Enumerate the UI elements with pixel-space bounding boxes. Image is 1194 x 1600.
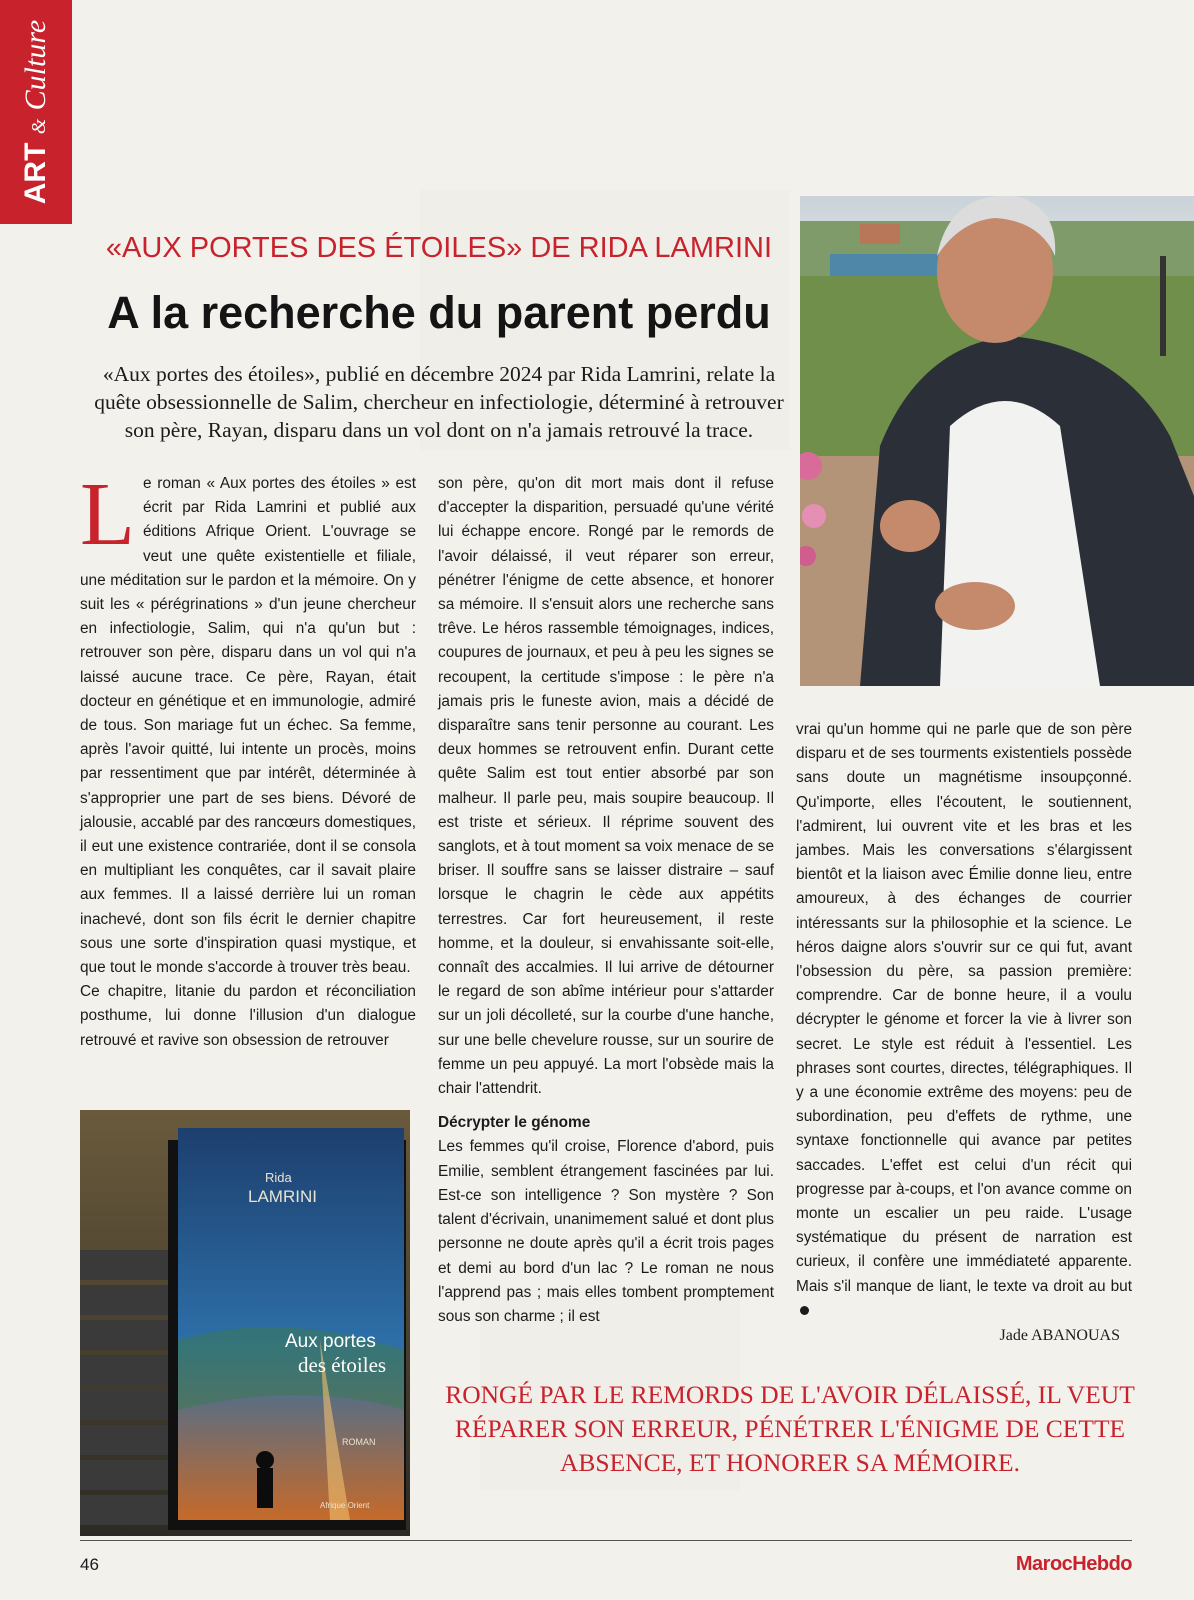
section-label: [19, 20, 53, 204]
paragraph: vrai qu'un homme qui ne parle que de son père disparu et de ses tourments existentiels possède sans doute un magnétisme insoupçonné. Qu'importe, elles l'écoutent, le soutiennent, l'admirent, lui ouvrent vite et les bras et les jambes. Mais les conversations s'élargissent bientôt et la liaison avec Émilie donne lieu, entre amoureux, à des échanges de courrier intéressants sur la philosophie et la science. Le héros daigne alors s'ouvrir sur ce qui fut, avant l'obsession du père, sa passion première: comprendre. Car de bonne heure, il a voulu décrypter le génome et forcer la vie à livrer son secret. Le style est réduit à l'essentiel. Les phrases sont courtes, directes, télégraphiques. Il y a une économie extrême des moyens: peu de subordination, peu d'effets de rythme, une syntaxe fonctionnelle qui avance par petites saccades. L'effet est celui d'un récit qui progresse par à-coups, et l'on avance comme on monte un escalier un peu raide. L'usage systématique du présent de narration est curieux, il confère une immédiateté apparente. Mais s'il manque de liant, le texte va droit au but: [796, 721, 1132, 1295]
article-lead: «Aux portes des étoiles», publié en décembre 2024 par Rida Lamrini, relate la quête obsessionnelle de Salim, chercheur en infectiologie, déterminé à retrouver son père, Rayan, disparu dans un vol dont on n'a jamais retrouvé la trace.: [94, 362, 784, 442]
article-subhead: Décrypter le génome: [438, 1114, 591, 1132]
cover-title-line1: Aux portes: [285, 1331, 376, 1352]
article-column-1: [80, 465, 416, 1053]
author-photo: [800, 196, 1194, 686]
paragraph: e roman « Aux portes des étoiles » est écrit par Rida Lamrini et publié aux éditions Afrique Orient. L'ouvrage se veut une quête existentielle et filiale, une méditation sur le pardon et la mémoire. On y suit les « pérégrinations » d'un jeune chercheur en infectiologie, Salim, qui n'a qu'un but : retrouver son père, disparu dans un vol qui n'a laissé aucune trace. Ce père, Rayan, était docteur en génétique et en immunologie, admiré de tous. Son mariage fut un échec. Sa femme, après l'avoir quitté, lui intente un procès, moins par ressentiment que par intérêt, déterminée à s'approprier une part de ses biens. Dévoré de jalousie, accablé par des rancœurs domestiques, il eut une existence contrariée, dont il se consola en multipliant les conquêtes, car il savait plaire aux femmes. Il a laissé derrière lui un roman inachevé, dont son fils écrit le dernier chapitre sous une sorte d'inspiration quasi mystique, et que tout le monde s'accorde à trouver très beau.: [80, 475, 416, 977]
cover-publisher: Afrique Orient: [320, 1501, 370, 1510]
cover-title-line2: des étoiles: [298, 1353, 387, 1377]
paragraph: Les femmes qu'il croise, Florence d'abord, puis Emilie, semblent étrangement fascinées par lui. Est-ce son intelligence ? Son mystère ? Son talent d'écrivain, unanimement salué et dont plus personne ne doute après qu'il a écrit trois pages et demi au bord d'un lac ? Le roman ne nous l'apprend pas ; mais elles tombent promptement sous son charme ; il est: [438, 1138, 774, 1325]
page-number: 46: [80, 1555, 99, 1574]
article-kicker: «AUX PORTES DES ÉTOILES» DE RIDA LAMRINI: [105, 232, 773, 264]
cover-author-first: Rida: [265, 1170, 292, 1185]
cover-genre: ROMAN: [342, 1437, 376, 1447]
footer-divider: [80, 1540, 1132, 1541]
book-cover-photo: [80, 1110, 410, 1536]
section-tab: [0, 0, 72, 224]
section-sub: Culture: [19, 19, 52, 111]
article-author: Jade ABANOUAS: [999, 1327, 1120, 1344]
drop-cap: L: [80, 465, 135, 564]
section-main: ART: [19, 142, 52, 205]
pull-quote: RONGÉ PAR LE REMORDS DE L'AVOIR DÉLAISSÉ, IL VEUT RÉPARER SON ERREUR, PÉNÉTRER L'ÉNIGME DE CETTE ABSENCE, ET HONORER SA MÉMOIRE.: [445, 1380, 1135, 1477]
cover-author-last: LAMRINI: [248, 1187, 317, 1206]
book-cover-illustration: [80, 1110, 410, 1536]
article-column-3: [796, 718, 1132, 1323]
article-column-2: [438, 472, 774, 1329]
end-mark-icon: [800, 1306, 809, 1315]
magazine-logo: MarocHebdo: [1015, 1553, 1132, 1575]
article-title: A la recherche du parent perdu: [107, 287, 771, 338]
author-photo-illustration: [800, 196, 1194, 686]
section-amp: &: [28, 118, 50, 135]
paragraph: Ce chapitre, litanie du pardon et réconciliation posthume, lui donne l'illusion d'un dialogue retrouvé et ravive son obsession de retrouver: [80, 983, 416, 1049]
paragraph: son père, qu'on dit mort mais dont il refuse d'accepter la disparition, persuadé qu'une vérité lui échappe encore. Rongé par le remords de l'avoir délaissé, il veut réparer son erreur, pénétrer l'énigme de cette absence, et honorer sa mémoire. Il s'ensuit alors une recherche sans trêve. Le héros rassemble témoignages, indices, coupures de journaux, et peu à peu les signes se recoupent, la certitude s'impose : le père n'a jamais pris le funeste avion, mais a décidé de disparaître sans tenir personne au courant. Les deux hommes se retrouvent enfin. Durant cette quête Salim est tout entier absorbé par son malheur. Il parle peu, mais soupire beaucoup. Il est triste et sérieux. Il réprime souvent des sanglots, et à tout moment sa voix menace de se briser. Il souffre sans se laisser distraire – sauf lorsque le chagrin le cède aux appétits terrestres. Car fort heureusement, il reste homme, et la douleur, si envahissante soit-elle, connaît des accalmies. Il lui arrive de détourner le regard de son abîme intérieur pour s'attarder sur un joli décolleté, sur la courbe d'une hanche, sur une belle chevelure rousse, sur un sourire de femme un peu appuyé. La mort l'obsède mais la chair l'attendrit.: [438, 475, 774, 1098]
